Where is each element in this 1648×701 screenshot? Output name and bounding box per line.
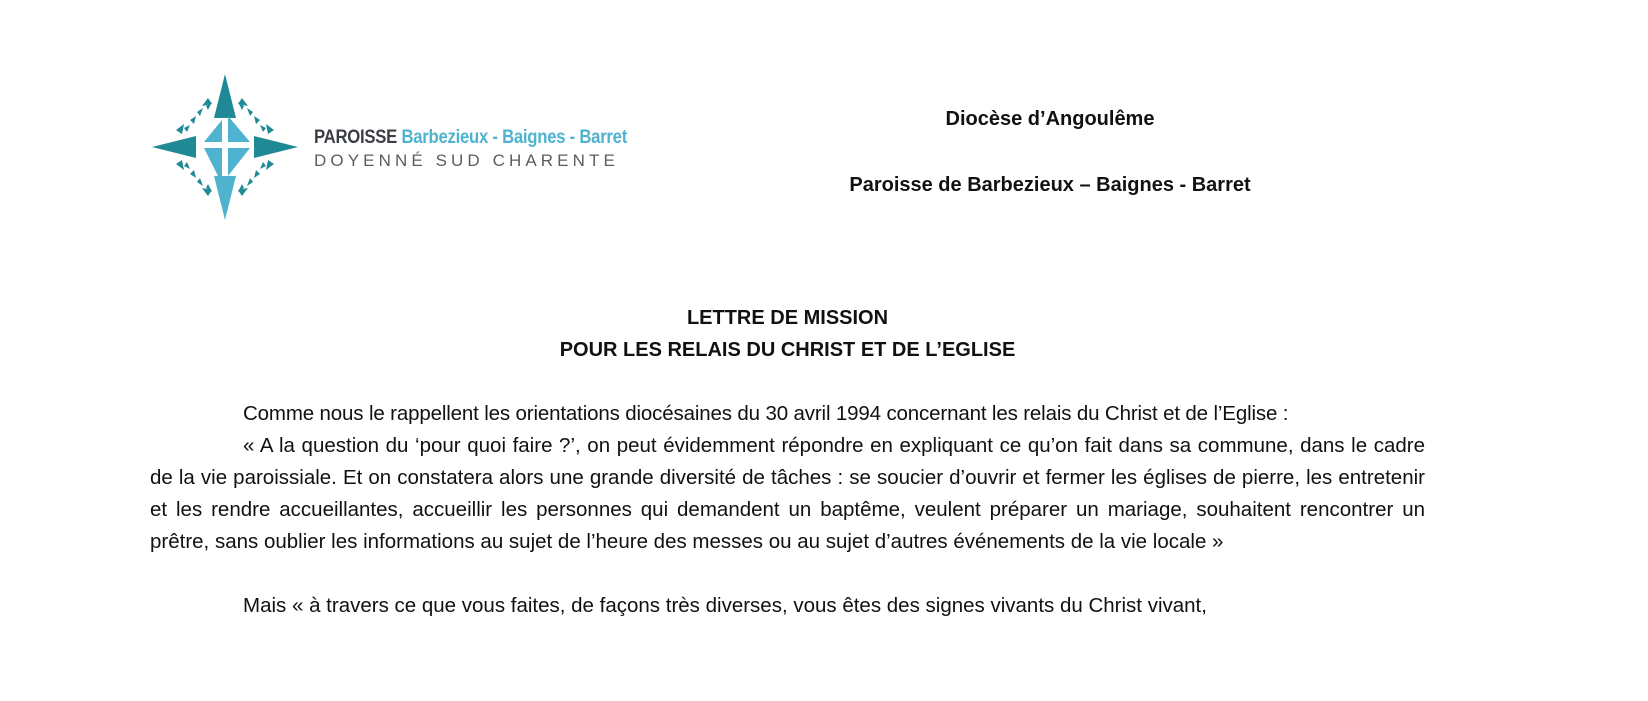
deanery-label: DOYENNÉ SUD CHARENTE [314, 150, 619, 170]
document-title [150, 302, 1425, 366]
paragraph-mais: Mais « à travers ce que vous faites, de façons très diverses, vous êtes des signes vivants du Christ vivant, [243, 594, 1207, 617]
title-line-1: LETTRE DE MISSION [686, 307, 889, 329]
parish-logo [150, 72, 670, 222]
compass-star-cross-icon [150, 72, 300, 222]
parish-name [314, 127, 627, 149]
parish-heading: Paroisse de Barbezieux – Baignes - Barret [849, 174, 1251, 196]
diocese-heading: Diocèse d’Angoulême [945, 108, 1155, 130]
parish-logo-text [314, 127, 670, 172]
parish-places: Barbezieux - Baignes - Barret [401, 126, 628, 148]
document-body [150, 398, 1425, 622]
paragraph-quote: « A la question du ‘pour quoi faire ?’, on peut évidemment répondre en expliquant ce qu’on fait dans sa commune, dans le cadre de la vie paroissiale. Et on constatera alors une grande diversité de tâches : se soucier d’ouvrir et fermer les églises de pierre, les entretenir et les rendre accueillantes, accueillir les personnes qui demandent un baptême, veulent préparer un mariage, souhaitent rencontrer un prêtre, sans oublier les informations au sujet de l’heure des messes ou au sujet d’autres événements de la vie locale » [150, 434, 1425, 553]
title-line-2: POUR LES RELAIS DU CHRIST ET DE L’EGLISE [559, 339, 1016, 361]
paragraph-intro: Comme nous le rappellent les orientations diocésaines du 30 avril 1994 concernant les relais du Christ et de l’Eglise : [243, 402, 1289, 425]
parish-label: PAROISSE [314, 126, 398, 148]
paragraph-spacer [150, 558, 1425, 590]
